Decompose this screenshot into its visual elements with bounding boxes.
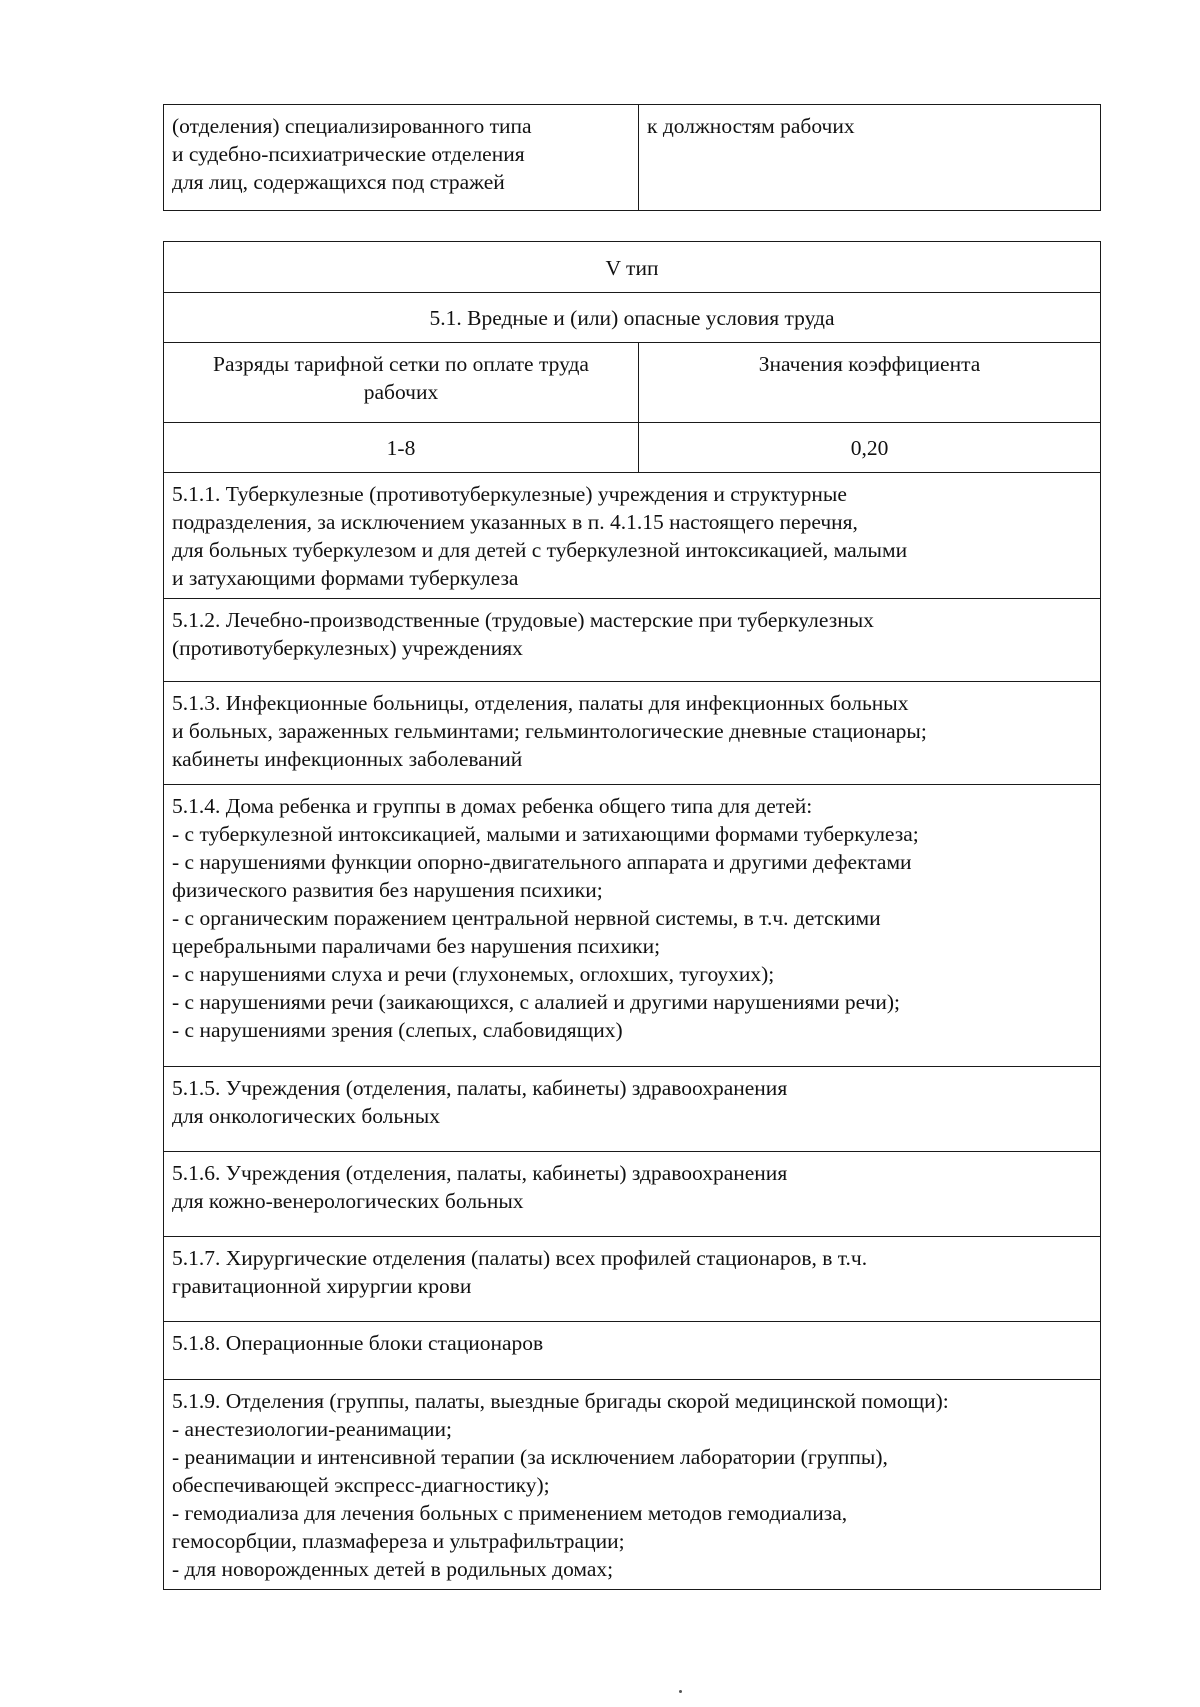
item-row-5-1-5 bbox=[164, 1067, 1101, 1152]
item-text-line: 5.1.4. Дома ребенка и группы в домах ребенка общего типа для детей: bbox=[172, 794, 813, 818]
item-text-line: 5.1.6. Учреждения (отделения, палаты, кабинеты) здравоохранения bbox=[172, 1161, 788, 1185]
text-line: к должностям рабочих bbox=[647, 114, 855, 138]
item-row-5-1-4 bbox=[164, 785, 1101, 1067]
item-text-line: 5.1.2. Лечебно-производственные (трудовые) мастерские при туберкулезных bbox=[172, 608, 874, 632]
item-text-line: 5.1.9. Отделения (группы, палаты, выездные бригады скорой медицинской помощи): bbox=[172, 1389, 949, 1413]
item-text-line: - анестезиологии-реанимации; bbox=[172, 1417, 452, 1441]
section-title-row bbox=[164, 293, 1101, 343]
item-text-line: - реанимации и интенсивной терапии (за исключением лаборатории (группы), bbox=[172, 1445, 888, 1469]
item-cell bbox=[164, 1380, 1101, 1590]
item-text-line: 5.1.7. Хирургические отделения (палаты) всех профилей стационаров, в т.ч. bbox=[172, 1246, 868, 1270]
section-title: 5.1. Вредные и (или) опасные условия труда bbox=[164, 293, 1101, 343]
item-text-line: 5.1.3. Инфекционные больницы, отделения, палаты для инфекционных больных bbox=[172, 691, 909, 715]
item-text-line: церебральными параличами без нарушения психики; bbox=[172, 934, 661, 958]
item-text-line: и больных, зараженных гельминтами; гельминтологические дневные стационары; bbox=[172, 719, 927, 743]
item-text-line: 5.1.5. Учреждения (отделения, палаты, кабинеты) здравоохранения bbox=[172, 1076, 788, 1100]
item-row-5-1-2 bbox=[164, 599, 1101, 682]
type-title-row bbox=[164, 242, 1101, 293]
column-header-row bbox=[164, 343, 1101, 423]
item-cell bbox=[164, 473, 1101, 599]
item-text-line: - для новорожденных детей в родильных домах; bbox=[172, 1557, 614, 1581]
item-text-line: - гемодиализа для лечения больных с применением методов гемодиализа, bbox=[172, 1501, 848, 1525]
coefficient-header: Значения коэффициента bbox=[639, 343, 1101, 423]
text-line: для лиц, содержащихся под стражей bbox=[172, 170, 505, 194]
grades-header bbox=[164, 343, 639, 423]
item-text-line: - с органическим поражением центральной нервной системы, в т.ч. детскими bbox=[172, 906, 881, 930]
grades-value: 1-8 bbox=[164, 423, 639, 473]
item-text-line: - с нарушениями зрения (слепых, слабовидящих) bbox=[172, 1018, 623, 1042]
item-cell bbox=[164, 1152, 1101, 1237]
item-row-5-1-9 bbox=[164, 1380, 1101, 1590]
text-line: (отделения) специализированного типа bbox=[172, 114, 532, 138]
item-text-line: обеспечивающей экспресс-диагностику); bbox=[172, 1473, 550, 1497]
item-text-line: подразделения, за исключением указанных в п. 4.1.15 настоящего перечня, bbox=[172, 510, 858, 534]
item-cell bbox=[164, 1237, 1101, 1322]
item-cell bbox=[164, 785, 1101, 1067]
top-right-cell bbox=[639, 105, 1101, 211]
item-cell bbox=[164, 682, 1101, 785]
item-text-line: для кожно-венерологических больных bbox=[172, 1189, 524, 1213]
item-row-5-1-1 bbox=[164, 473, 1101, 599]
item-text-line: гравитационной хирургии крови bbox=[172, 1274, 472, 1298]
item-text-line: - с нарушениями слуха и речи (глухонемых, оглохших, тугоухих); bbox=[172, 962, 775, 986]
item-text-line: 5.1.1. Туберкулезные (противотуберкулезные) учреждения и структурные bbox=[172, 482, 847, 506]
items-body bbox=[164, 473, 1101, 1590]
text-line: и судебно-психиатрические отделения bbox=[172, 142, 525, 166]
scan-dot bbox=[679, 1690, 682, 1693]
item-row-5-1-8 bbox=[164, 1322, 1101, 1380]
item-text-line: 5.1.8. Операционные блоки стационаров bbox=[172, 1331, 544, 1355]
item-text-line: физического развития без нарушения психики; bbox=[172, 878, 603, 902]
item-row-5-1-7 bbox=[164, 1237, 1101, 1322]
item-text-line: для онкологических больных bbox=[172, 1104, 440, 1128]
top-table bbox=[163, 104, 1101, 211]
coefficient-value: 0,20 bbox=[639, 423, 1101, 473]
item-cell bbox=[164, 1067, 1101, 1152]
item-row-5-1-3 bbox=[164, 682, 1101, 785]
item-cell bbox=[164, 599, 1101, 682]
item-text-line: - с нарушениями функции опорно-двигательного аппарата и другими дефектами bbox=[172, 850, 912, 874]
item-cell bbox=[164, 1322, 1101, 1380]
item-text-line: гемосорбции, плазмафереза и ультрафильтрации; bbox=[172, 1529, 625, 1553]
item-text-line: кабинеты инфекционных заболеваний bbox=[172, 747, 523, 771]
top-table-row bbox=[164, 105, 1101, 211]
item-text-line: (противотуберкулезных) учреждениях bbox=[172, 636, 523, 660]
top-left-cell bbox=[164, 105, 639, 211]
item-text-line: для больных туберкулезом и для детей с туберкулезной интоксикацией, малыми bbox=[172, 538, 908, 562]
header-line: Разряды тарифной сетки по оплате труда bbox=[213, 352, 589, 376]
main-table bbox=[163, 241, 1101, 1590]
item-text-line: - с туберкулезной интоксикацией, малыми и затихающими формами туберкулеза; bbox=[172, 822, 919, 846]
header-line: рабочих bbox=[363, 380, 439, 404]
values-row bbox=[164, 423, 1101, 473]
type-title: V тип bbox=[164, 242, 1101, 293]
item-text-line: - с нарушениями речи (заикающихся, с алалией и другими нарушениями речи); bbox=[172, 990, 901, 1014]
item-text-line: и затухающими формами туберкулеза bbox=[172, 566, 519, 590]
item-row-5-1-6 bbox=[164, 1152, 1101, 1237]
